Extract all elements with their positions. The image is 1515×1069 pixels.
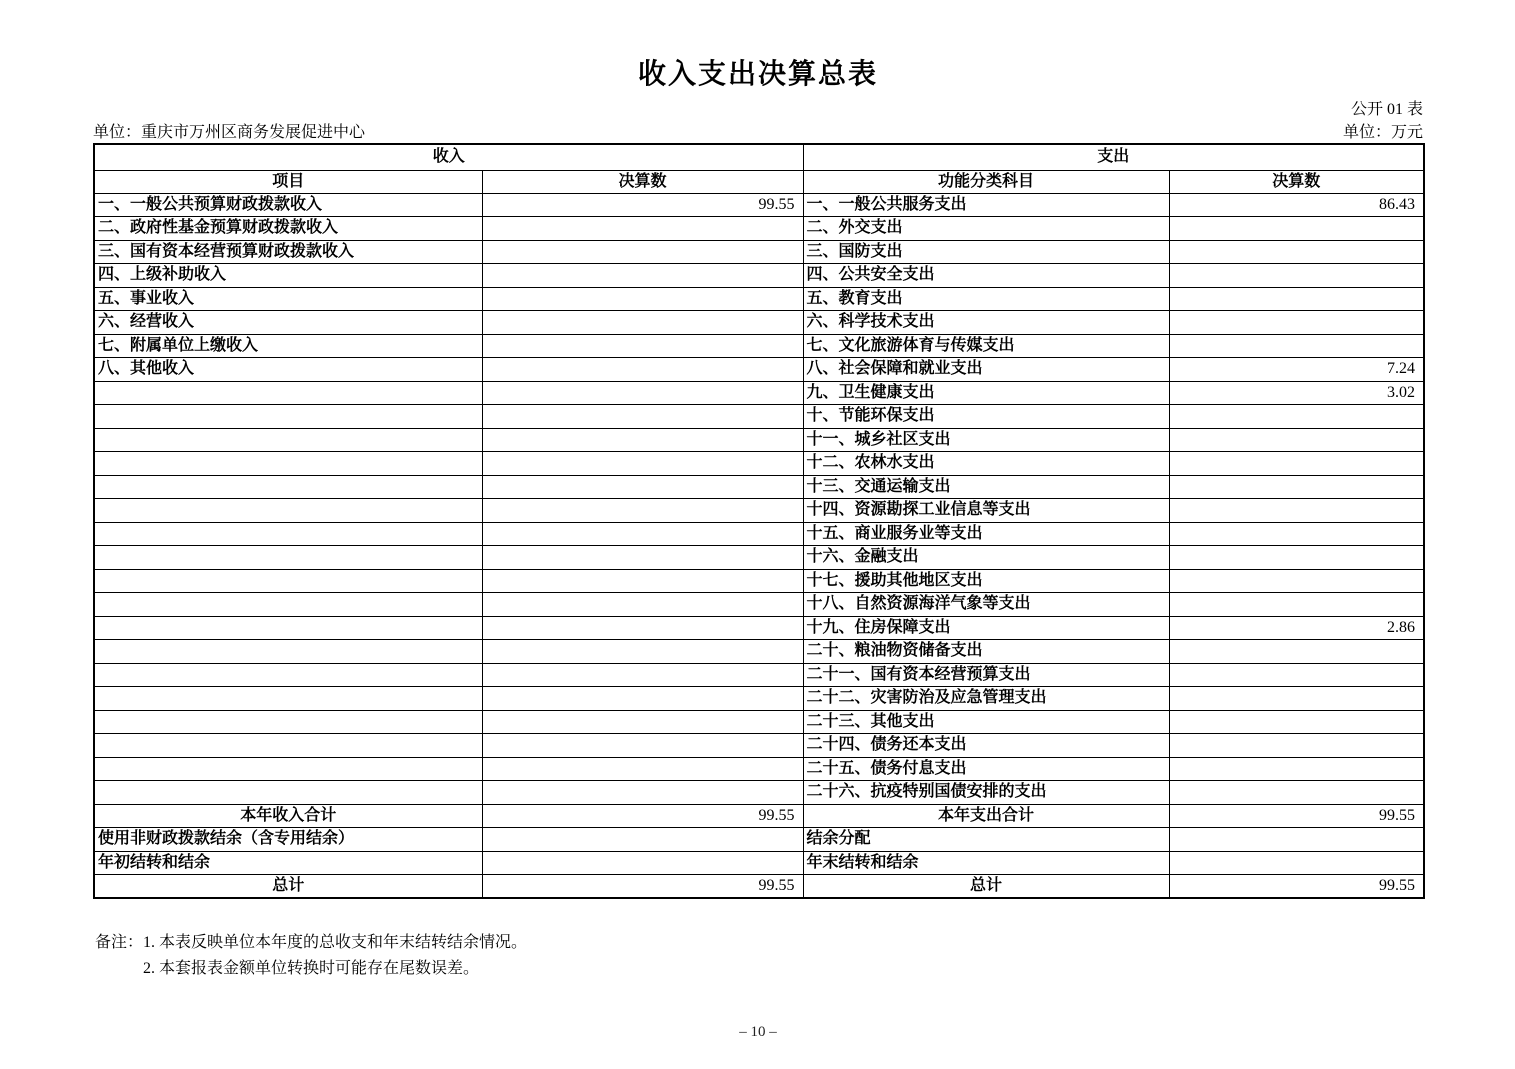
revenue-amount-cell: [482, 546, 803, 570]
table-row: [94, 734, 1424, 758]
revenue-item-cell: [94, 640, 482, 664]
expense-amount-cell: [1169, 663, 1424, 687]
table-body: [94, 193, 1424, 898]
table-row: [94, 687, 1424, 711]
revenue-amount-cell: [482, 734, 803, 758]
expense-amount-cell: [1169, 522, 1424, 546]
revenue-item-cell: [94, 687, 482, 711]
table-row: [94, 193, 1424, 217]
expense-item-cell: 总计: [803, 875, 1169, 899]
revenue-item-cell: [94, 757, 482, 781]
expense-item-cell: 二十六、抗疫特别国债安排的支出: [803, 781, 1169, 805]
table-row: [94, 851, 1424, 875]
expense-amount-cell: [1169, 828, 1424, 852]
revenue-amount-cell: [482, 499, 803, 523]
expense-amount-cell: 86.43: [1169, 193, 1424, 217]
revenue-amount-cell: [482, 710, 803, 734]
table-row: [94, 828, 1424, 852]
table-row: [94, 593, 1424, 617]
table-row: [94, 381, 1424, 405]
column-header-row: [94, 170, 1424, 193]
revenue-item-cell: [94, 499, 482, 523]
revenue-item-cell: [94, 381, 482, 405]
revenue-amount-cell: [482, 358, 803, 382]
expense-amount-cell: [1169, 781, 1424, 805]
expense-item-cell: 十一、城乡社区支出: [803, 428, 1169, 452]
expense-item-cell: 十五、商业服务业等支出: [803, 522, 1169, 546]
expense-amount-cell: [1169, 475, 1424, 499]
revenue-section-header: 收入: [94, 144, 803, 170]
revenue-amount-cell: [482, 217, 803, 241]
expense-item-cell: 四、公共安全支出: [803, 264, 1169, 288]
expense-item-cell: 二十五、债务付息支出: [803, 757, 1169, 781]
page-title: 收入支出决算总表: [637, 59, 878, 90]
revenue-amount-cell: [482, 405, 803, 429]
expense-item-cell: 九、卫生健康支出: [803, 381, 1169, 405]
revenue-item-cell: [94, 428, 482, 452]
expense-amount-cell: [1169, 240, 1424, 264]
expense-item-cell: 十九、住房保障支出: [803, 616, 1169, 640]
table-row: [94, 640, 1424, 664]
revenue-amount-cell: 99.55: [482, 193, 803, 217]
revenue-item-cell: [94, 452, 482, 476]
revenue-item-cell: 五、事业收入: [94, 287, 482, 311]
expense-item-cell: 十八、自然资源海洋气象等支出: [803, 593, 1169, 617]
section-header-row: [94, 144, 1424, 170]
expense-item-cell: 十、节能环保支出: [803, 405, 1169, 429]
expense-amount-cell: [1169, 405, 1424, 429]
revenue-amount-cell: [482, 311, 803, 335]
expense-item-header: 功能分类科目: [803, 170, 1169, 193]
expense-item-cell: 二十一、国有资本经营预算支出: [803, 663, 1169, 687]
expense-item-cell: 结余分配: [803, 828, 1169, 852]
page-number: – 10 –: [739, 1024, 777, 1040]
table-row: [94, 710, 1424, 734]
expense-item-cell: 八、社会保障和就业支出: [803, 358, 1169, 382]
revenue-item-cell: 本年收入合计: [94, 804, 482, 828]
note-line: 2. 本套报表金额单位转换时可能存在尾数误差。: [143, 960, 480, 977]
revenue-item-cell: 总计: [94, 875, 482, 899]
revenue-amount-cell: [482, 475, 803, 499]
expense-amount-cell: [1169, 687, 1424, 711]
expense-amount-cell: [1169, 569, 1424, 593]
table-row: [94, 428, 1424, 452]
revenue-amount-cell: [482, 851, 803, 875]
revenue-item-cell: 一、一般公共预算财政拨款收入: [94, 193, 482, 217]
revenue-item-cell: 四、上级补助收入: [94, 264, 482, 288]
expense-amount-header: 决算数: [1169, 170, 1424, 193]
expense-item-cell: 二十三、其他支出: [803, 710, 1169, 734]
table-row: [94, 616, 1424, 640]
table-row: [94, 217, 1424, 241]
accounts-table: [93, 143, 1425, 899]
table-row: [94, 569, 1424, 593]
revenue-item-header: 项目: [94, 170, 482, 193]
expense-amount-cell: [1169, 264, 1424, 288]
revenue-amount-cell: 99.55: [482, 804, 803, 828]
notes-label: 备注：: [95, 934, 144, 951]
table-row: [94, 757, 1424, 781]
expense-item-cell: 十七、援助其他地区支出: [803, 569, 1169, 593]
revenue-amount-header: 决算数: [482, 170, 803, 193]
revenue-item-cell: 三、国有资本经营预算财政拨款收入: [94, 240, 482, 264]
revenue-amount-cell: [482, 640, 803, 664]
revenue-item-cell: [94, 663, 482, 687]
expense-amount-cell: 7.24: [1169, 358, 1424, 382]
revenue-amount-cell: [482, 687, 803, 711]
table-row: [94, 334, 1424, 358]
expense-amount-cell: [1169, 546, 1424, 570]
revenue-amount-cell: [482, 240, 803, 264]
table-row: [94, 522, 1424, 546]
expense-amount-cell: [1169, 287, 1424, 311]
revenue-item-cell: [94, 710, 482, 734]
expense-amount-cell: 99.55: [1169, 875, 1424, 899]
table-row: [94, 358, 1424, 382]
table-row: [94, 311, 1424, 335]
revenue-amount-cell: [482, 828, 803, 852]
table-row: [94, 240, 1424, 264]
revenue-item-cell: [94, 546, 482, 570]
revenue-item-cell: [94, 781, 482, 805]
revenue-amount-cell: [482, 428, 803, 452]
revenue-item-cell: 六、经营收入: [94, 311, 482, 335]
expense-amount-cell: [1169, 734, 1424, 758]
revenue-item-cell: 八、其他收入: [94, 358, 482, 382]
table-row: [94, 499, 1424, 523]
expense-amount-cell: [1169, 311, 1424, 335]
revenue-item-cell: [94, 569, 482, 593]
revenue-amount-cell: [482, 522, 803, 546]
expense-amount-cell: [1169, 499, 1424, 523]
expenditure-section-header: 支出: [803, 144, 1424, 170]
expense-item-cell: 本年支出合计: [803, 804, 1169, 828]
expense-amount-cell: [1169, 757, 1424, 781]
expense-amount-cell: [1169, 593, 1424, 617]
expense-item-cell: 三、国防支出: [803, 240, 1169, 264]
revenue-amount-cell: [482, 569, 803, 593]
unit-name-label: 单位：重庆市万州区商务发展促进中心: [93, 124, 366, 141]
expense-item-cell: 十三、交通运输支出: [803, 475, 1169, 499]
expense-item-cell: 七、文化旅游体育与传媒支出: [803, 334, 1169, 358]
revenue-item-cell: [94, 593, 482, 617]
table-row: [94, 781, 1424, 805]
expense-amount-cell: [1169, 710, 1424, 734]
revenue-amount-cell: [482, 287, 803, 311]
expense-amount-cell: [1169, 452, 1424, 476]
expense-amount-cell: 99.55: [1169, 804, 1424, 828]
revenue-amount-cell: [482, 334, 803, 358]
expense-item-cell: 二十四、债务还本支出: [803, 734, 1169, 758]
unit-currency-label: 单位：万元: [1342, 124, 1423, 141]
expense-amount-cell: 3.02: [1169, 381, 1424, 405]
table-code-label: 公开 01 表: [1350, 101, 1423, 118]
note-line: 1. 本表反映单位本年度的总收支和年末结转结余情况。: [143, 934, 528, 951]
table-row: [94, 875, 1424, 899]
revenue-amount-cell: [482, 593, 803, 617]
revenue-amount-cell: [482, 757, 803, 781]
expense-item-cell: 五、教育支出: [803, 287, 1169, 311]
table-row: [94, 264, 1424, 288]
notes-lines: [143, 930, 527, 982]
revenue-item-cell: 使用非财政拨款结余（含专用结余）: [94, 828, 482, 852]
revenue-item-cell: [94, 616, 482, 640]
expense-item-cell: 六、科学技术支出: [803, 311, 1169, 335]
revenue-item-cell: [94, 475, 482, 499]
revenue-item-cell: [94, 734, 482, 758]
table-row: [94, 287, 1424, 311]
notes-block: [95, 930, 1095, 982]
expense-amount-cell: [1169, 334, 1424, 358]
expense-item-cell: 十四、资源勘探工业信息等支出: [803, 499, 1169, 523]
expense-amount-cell: [1169, 217, 1424, 241]
revenue-amount-cell: [482, 781, 803, 805]
expense-item-cell: 年末结转和结余: [803, 851, 1169, 875]
expense-item-cell: 十六、金融支出: [803, 546, 1169, 570]
revenue-item-cell: 二、政府性基金预算财政拨款收入: [94, 217, 482, 241]
revenue-item-cell: [94, 405, 482, 429]
expense-item-cell: 一、一般公共服务支出: [803, 193, 1169, 217]
table-row: [94, 475, 1424, 499]
revenue-amount-cell: [482, 452, 803, 476]
expense-amount-cell: [1169, 428, 1424, 452]
expense-amount-cell: 2.86: [1169, 616, 1424, 640]
table-row: [94, 663, 1424, 687]
unit-info-row: [93, 119, 1423, 142]
expense-item-cell: 二十、粮油物资储备支出: [803, 640, 1169, 664]
table-row: [94, 405, 1424, 429]
revenue-amount-cell: [482, 264, 803, 288]
table-row: [94, 546, 1424, 570]
table-row: [94, 804, 1424, 828]
revenue-amount-cell: 99.55: [482, 875, 803, 899]
expense-amount-cell: [1169, 851, 1424, 875]
revenue-amount-cell: [482, 663, 803, 687]
revenue-item-cell: 七、附属单位上缴收入: [94, 334, 482, 358]
expense-item-cell: 十二、农林水支出: [803, 452, 1169, 476]
expense-item-cell: 二十二、灾害防治及应急管理支出: [803, 687, 1169, 711]
table-row: [94, 452, 1424, 476]
revenue-amount-cell: [482, 381, 803, 405]
expense-item-cell: 二、外交支出: [803, 217, 1169, 241]
revenue-item-cell: 年初结转和结余: [94, 851, 482, 875]
expense-amount-cell: [1169, 640, 1424, 664]
revenue-item-cell: [94, 522, 482, 546]
revenue-amount-cell: [482, 616, 803, 640]
